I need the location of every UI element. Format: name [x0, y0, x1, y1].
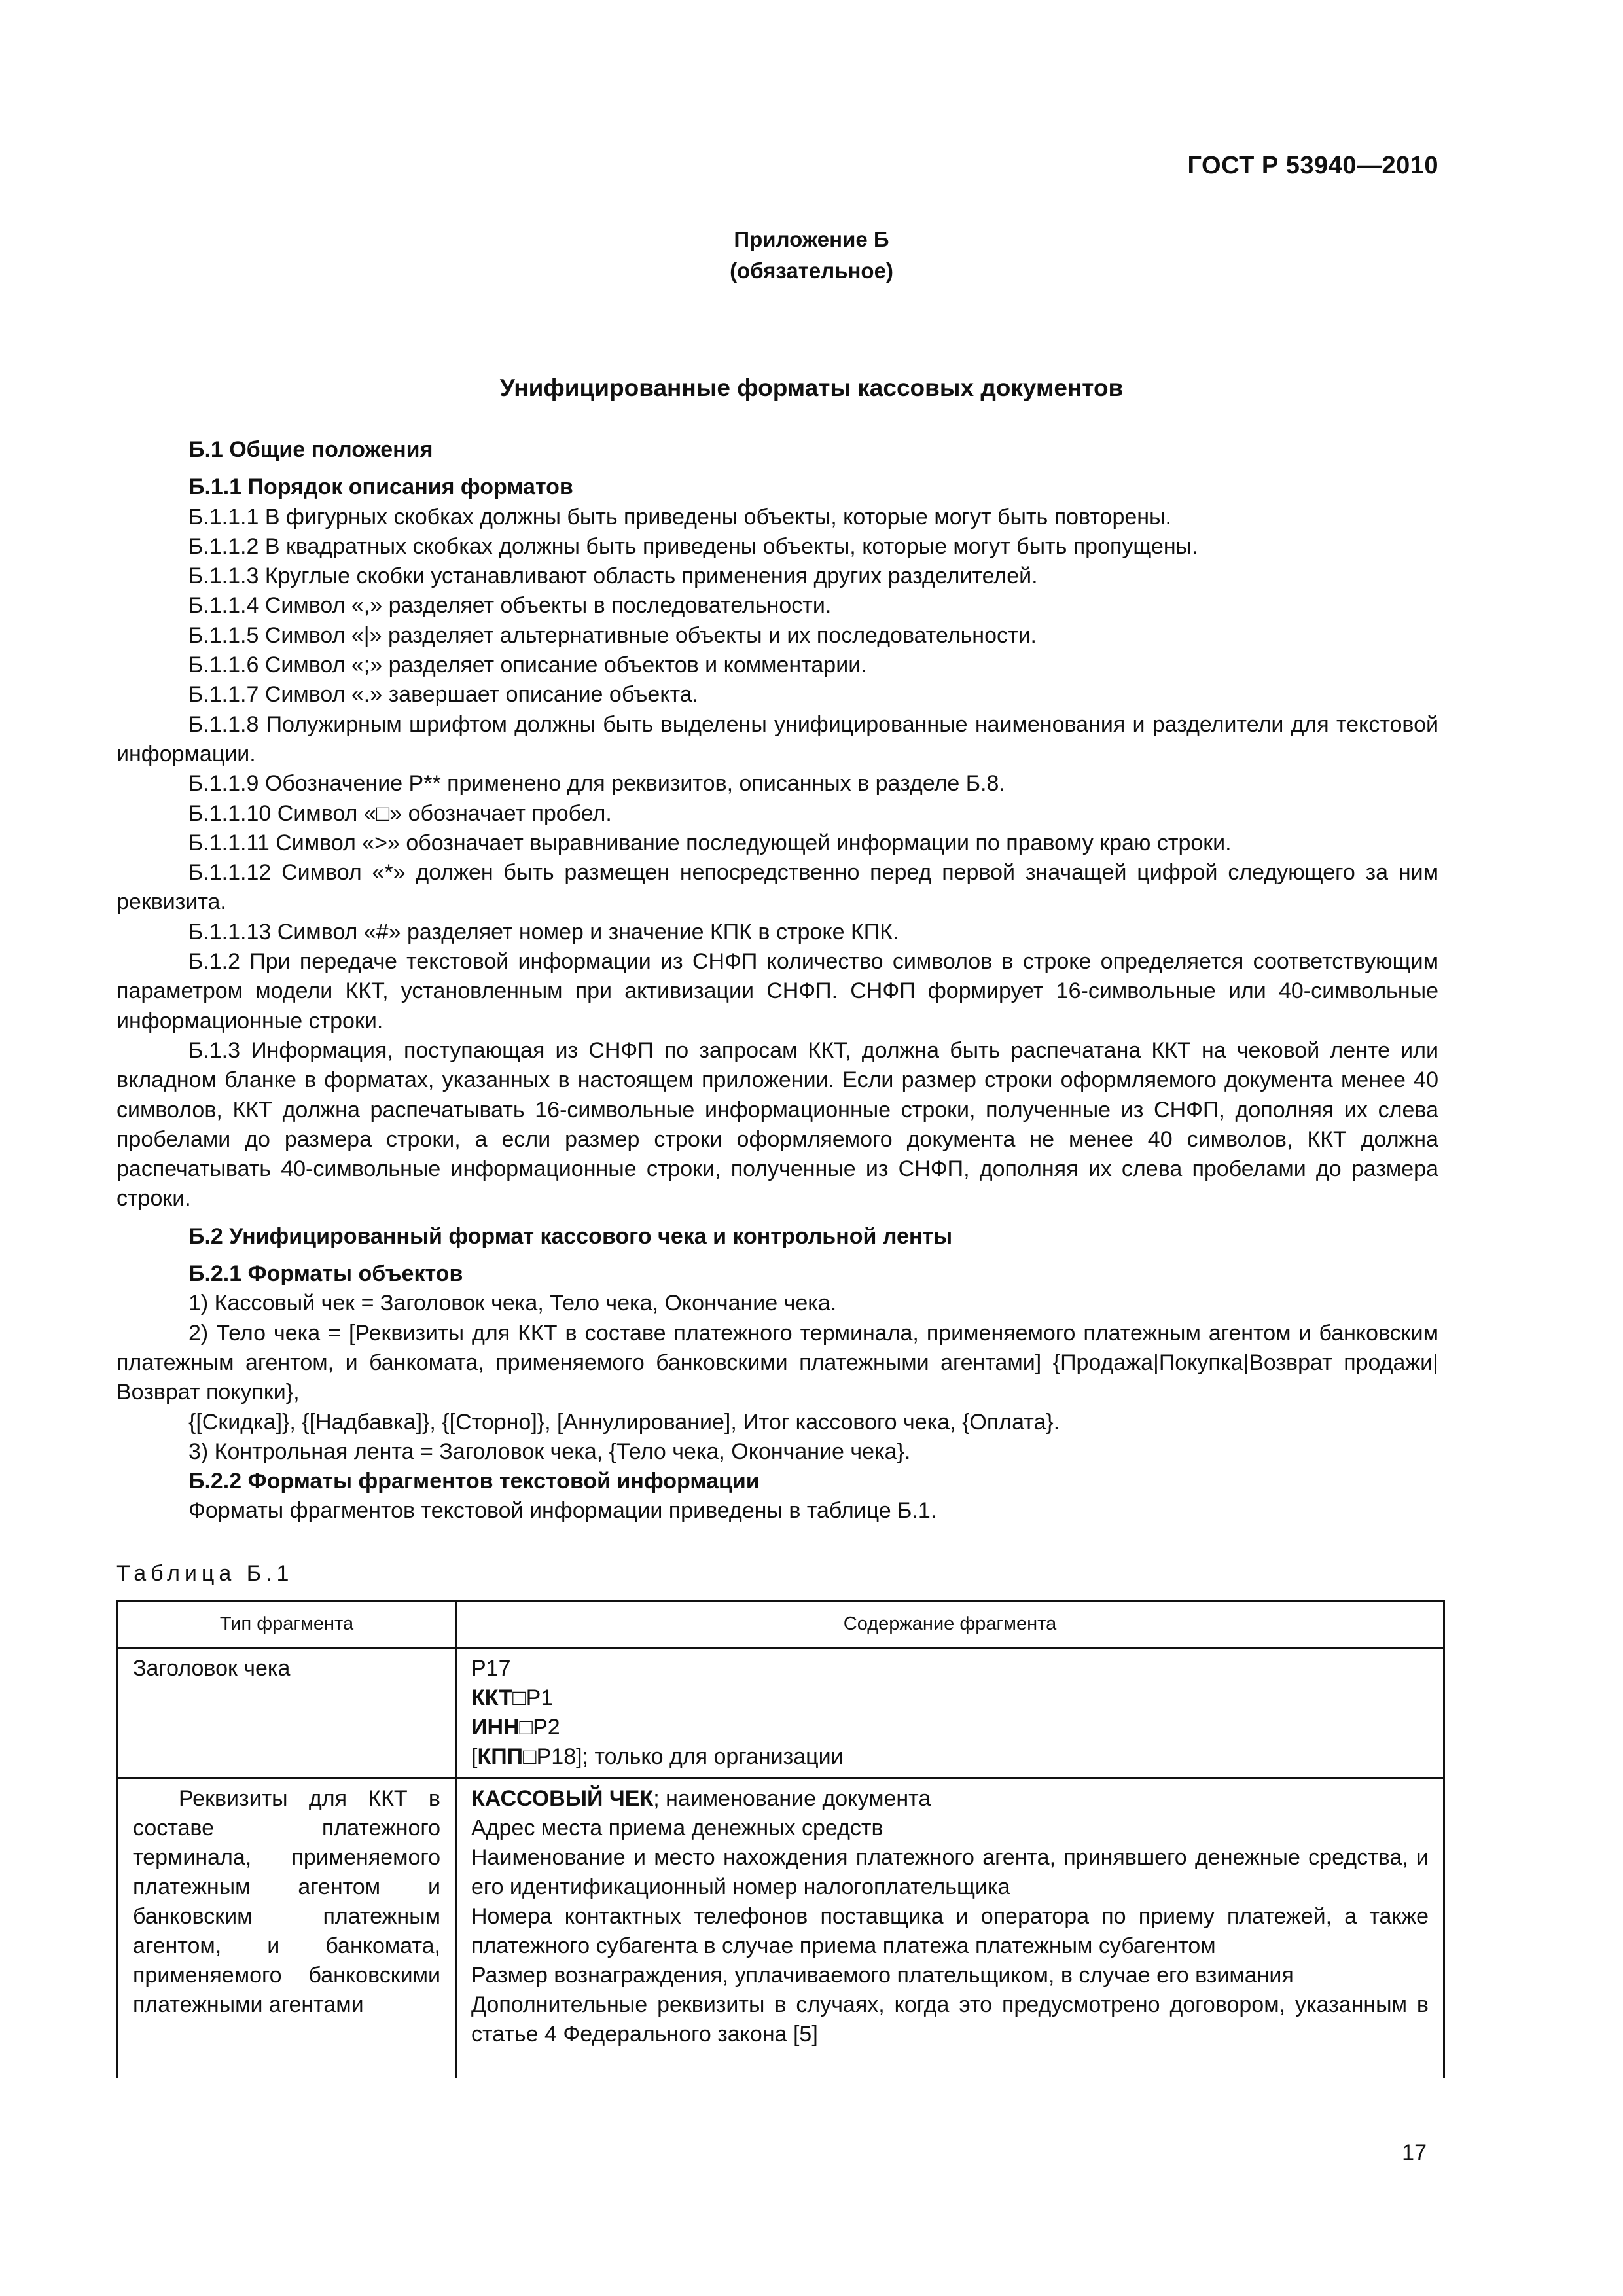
paragraph: Б.1.1.3 Круглые скобки устанавливают область применения других разделителей.: [188, 564, 1038, 589]
paragraph: Б.1.2 При передаче текстовой информации из СНФП количество символов в строке определяется соответствующим параметром модели ККТ, установленным при активизации СНФП. СНФП формирует 16-символьные или 40-символьные информационные строки.: [116, 949, 1438, 1033]
table-caption: Таблица Б.1: [116, 1561, 294, 1586]
table-row: [118, 1778, 1444, 2079]
content-line: Р17: [471, 1656, 511, 1681]
fragment-type-cell: Реквизиты для ККТ в составе платежного терминала, применяемого платежным агентом и банковским платежным агентом, и банкомата, применяемого банковскими платежными агентами: [118, 1778, 456, 2079]
paragraph: Б.1.1.1 В фигурных скобках должны быть приведены объекты, которые могут быть повторены.: [188, 504, 1171, 529]
heading-b1: Б.1 Общие положения: [188, 437, 433, 462]
column-header: Содержание фрагмента: [456, 1601, 1444, 1648]
table-row: [118, 1648, 1444, 1778]
table-header-row: [118, 1601, 1444, 1648]
paragraph: Б.1.1.11 Символ «>» обозначает выравнивание последующей информации по правому краю строки.: [188, 830, 1232, 855]
paragraph: Б.1.1.9 Обозначение Р** применено для реквизитов, описанных в разделе Б.8.: [188, 771, 1005, 797]
appendix-status: (обязательное): [730, 259, 893, 283]
heading-b22: Б.2.2 Форматы фрагментов текстовой информации: [188, 1469, 760, 1494]
paragraph: Б.1.1.10 Символ «□» обозначает пробел.: [188, 800, 612, 826]
paragraph: 2) Тело чека = [Реквизиты для ККТ в составе платежного терминала, применяемого платежным агентом и банковским платежным агентом, и банкомата, применяемого банковскими платежными агентами] {Продажа|Покупка|Возврат продажи|Возврат покупки},: [116, 1320, 1438, 1405]
paragraph: Б.1.3 Информация, поступающая из СНФП по запросам ККТ, должна быть распечатана ККТ на чековой ленте или вкладном бланке в форматах, указанных в настоящем приложении. Если размер строки оформляемого документа менее 40 символов, ККТ должна распечатывать 16-символьные информационные строки, полученные из СНФП, дополняя их слева пробелами до размера строки, а если размер строки оформляемого документа не менее 40 символов, ККТ должна распечатывать 40-символьные информационные строки, полученные из СНФП, дополняя их слева пробелами до размера строки.: [116, 1037, 1438, 1211]
fragment-content-cell: [456, 1778, 1444, 2079]
heading-b2: Б.2 Унифицированный формат кассового чека и контрольной ленты: [188, 1223, 953, 1249]
content-line: Номера контактных телефонов поставщика и оператора по приему платежей, а также платежного субагента в случае приема платежа платежным субагентом: [471, 1904, 1429, 1958]
content-line: [КПП□Р18]; только для организации: [471, 1744, 844, 1769]
content-line: ИНН□Р2: [471, 1715, 560, 1740]
content-line: Адрес места приема денежных средств: [471, 1816, 883, 1840]
content-line: Дополнительные реквизиты в случаях, когда это предусмотрено договором, указанным в статье 4 Федерального закона [5]: [471, 1992, 1429, 2047]
content-line: Размер вознаграждения, уплачиваемого плательщиком, в случае его взимания: [471, 1963, 1294, 1988]
body-text: [116, 435, 1438, 1526]
paragraph: Б.1.1.8 Полужирным шрифтом должны быть выделены унифицированные наименования и разделители для текстовой информации.: [116, 711, 1438, 766]
paragraph: Б.1.1.13 Символ «#» разделяет номер и значение КПК в строке КПК.: [188, 919, 899, 944]
paragraph: 1) Кассовый чек = Заголовок чека, Тело чека, Окончание чека.: [188, 1291, 837, 1316]
paragraph: Б.1.1.12 Символ «*» должен быть размещен непосредственно перед первой значащей цифрой следующего за ним реквизита.: [116, 860, 1438, 915]
document-designation: ГОСТ Р 53940—2010: [1187, 152, 1438, 179]
appendix-heading: [0, 224, 1623, 287]
content-line: КАССОВЫЙ ЧЕК; наименование документа: [471, 1786, 931, 1811]
paragraph: Форматы фрагментов текстовой информации приведены в таблице Б.1.: [188, 1498, 937, 1524]
fragment-content-cell: [456, 1648, 1444, 1778]
content-line: Наименование и место нахождения платежного агента, принявшего денежные средства, и его идентификационный номер налогоплательщика: [471, 1845, 1429, 1899]
section-title: Унифицированные форматы кассовых документов: [499, 374, 1124, 401]
appendix-label: Приложение Б: [734, 227, 889, 251]
column-header: Тип фрагмента: [118, 1601, 456, 1648]
paragraph: Б.1.1.7 Символ «.» завершает описание объекта.: [188, 682, 699, 708]
paragraph: {[Скидка]}, {[Надбавка]}, {[Сторно]}, [Аннулирование], Итог кассового чека, {Оплата}.: [188, 1409, 1060, 1435]
heading-b11: Б.1.1 Порядок описания форматов: [188, 475, 573, 500]
paragraph: 3) Контрольная лента = Заголовок чека, {Тело чека, Окончание чека}.: [188, 1439, 911, 1464]
heading-b21: Б.2.1 Форматы объектов: [188, 1261, 463, 1287]
paragraph: Б.1.1.2 В квадратных скобках должны быть приведены объекты, которые могут быть пропущены.: [188, 533, 1198, 559]
page-number: 17: [1402, 2140, 1427, 2165]
fragment-type-cell: Заголовок чека: [118, 1648, 456, 1778]
fragments-table: [116, 1600, 1445, 2078]
paragraph: Б.1.1.4 Символ «,» разделяет объекты в последовательности.: [188, 593, 832, 619]
paragraph: Б.1.1.6 Символ «;» разделяет описание объектов и комментарии.: [188, 653, 867, 678]
content-line: ККТ□Р1: [471, 1685, 554, 1710]
paragraph: Б.1.1.5 Символ «|» разделяет альтернативные объекты и их последовательности.: [188, 622, 1037, 648]
